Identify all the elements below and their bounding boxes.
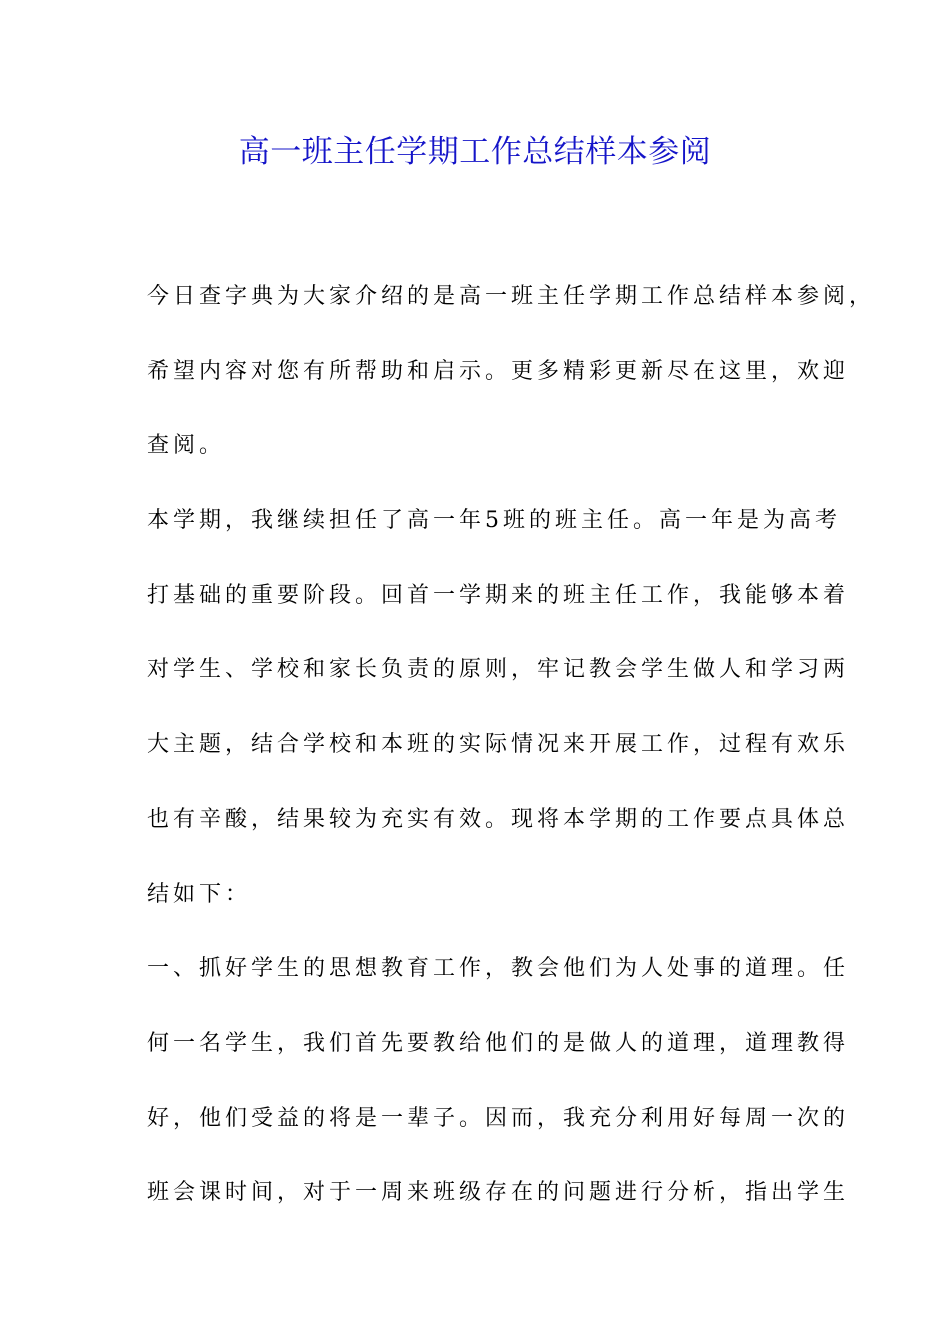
body-line: 希望内容对您有所帮助和启示。更多精彩更新尽在这里，欢迎 xyxy=(147,358,850,384)
body-line: 对学生、学校和家长负责的原则，牢记教会学生做人和学习两 xyxy=(147,657,850,683)
body-line: 好，他们受益的将是一辈子。因而，我充分利用好每周一次的 xyxy=(147,1105,850,1131)
body-line: 打基础的重要阶段。回首一学期来的班主任工作，我能够本着 xyxy=(147,582,850,608)
body-line: 今日查字典为大家介绍的是高一班主任学期工作总结样本参阅， xyxy=(147,284,876,309)
body-line: 查阅。 xyxy=(147,433,226,459)
body-line: 本学期，我继续担任了高一年5班的班主任。高一年是为高考 xyxy=(147,508,841,534)
body-line: 班会课时间，对于一周来班级存在的问题进行分析，指出学生 xyxy=(147,1180,850,1206)
document-title: 高一班主任学期工作总结样本参阅 xyxy=(238,134,712,170)
body-line: 结如下： xyxy=(147,881,252,907)
document-body xyxy=(147,260,876,1231)
body-line: 何一名学生，我们首先要教给他们的是做人的道理，道理教得 xyxy=(147,1030,850,1056)
body-line: 一、抓好学生的思想教育工作，教会他们为人处事的道理。任 xyxy=(147,956,850,982)
body-line: 也有辛酸，结果较为充实有效。现将本学期的工作要点具体总 xyxy=(147,806,850,832)
body-line: 大主题，结合学校和本班的实际情况来开展工作，过程有欢乐 xyxy=(147,732,850,758)
